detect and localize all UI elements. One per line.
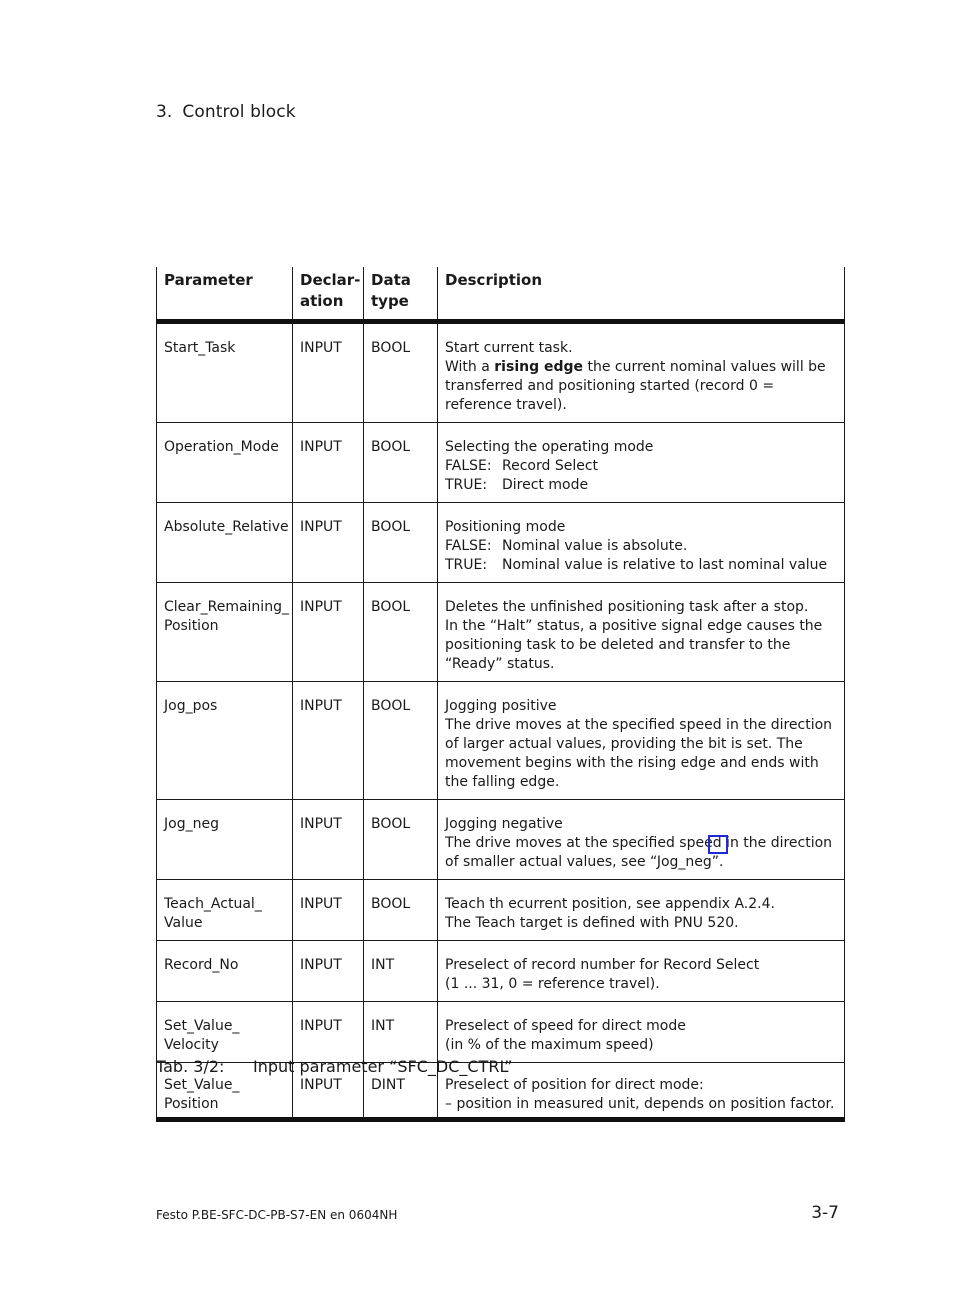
page-number: 3-7 bbox=[811, 1203, 839, 1223]
parameter-cell: Jog_pos bbox=[157, 682, 293, 800]
description-cell bbox=[438, 583, 845, 682]
column-header-data-type: Data type bbox=[364, 267, 438, 322]
description-line: Preselect of speed for direct mode bbox=[445, 1018, 686, 1034]
description-line: Start current task. bbox=[445, 340, 573, 356]
description-line: Selecting the operating mode bbox=[445, 439, 654, 455]
emphasis-rising-edge: rising edge bbox=[494, 359, 584, 375]
column-header-parameter: Parameter bbox=[157, 267, 293, 322]
description-line: Preselect of record number for Record Select bbox=[445, 957, 760, 973]
table-caption-number: Tab. 3/2: bbox=[156, 1057, 225, 1076]
table-row bbox=[157, 682, 845, 800]
description-line: FALSE: Record Select bbox=[445, 458, 599, 474]
declaration-cell: INPUT bbox=[293, 503, 364, 583]
parameter-cell: Absolute_Relative bbox=[157, 503, 293, 583]
table-row bbox=[157, 941, 845, 1002]
description-line: (in % of the maximum speed) bbox=[445, 1037, 654, 1053]
data-type-cell: INT bbox=[364, 941, 438, 1002]
table-row bbox=[157, 800, 845, 880]
chapter-heading bbox=[156, 102, 296, 122]
declaration-cell: INPUT bbox=[293, 322, 364, 423]
description-cell bbox=[438, 503, 845, 583]
description-line: Teach th ecurrent position, see appendix A.2.4. bbox=[445, 896, 775, 912]
data-type-cell: BOOL bbox=[364, 880, 438, 941]
input-parameter-table bbox=[156, 267, 845, 1122]
description-cell bbox=[438, 322, 845, 423]
description-line: Jogging negative bbox=[445, 816, 563, 832]
description-line: (1 ... 31, 0 = reference travel). bbox=[445, 976, 660, 992]
declaration-cell: INPUT bbox=[293, 682, 364, 800]
description-cell bbox=[438, 941, 845, 1002]
table-row bbox=[157, 322, 845, 423]
data-type-cell: BOOL bbox=[364, 682, 438, 800]
data-type-cell: BOOL bbox=[364, 800, 438, 880]
column-header-description: Description bbox=[438, 267, 845, 322]
data-type-cell: BOOL bbox=[364, 322, 438, 423]
text-cursor-selection-box bbox=[708, 835, 728, 854]
parameter-cell: Teach_Actual_ Value bbox=[157, 880, 293, 941]
parameter-cell: Start_Task bbox=[157, 322, 293, 423]
parameter-cell: Jog_neg bbox=[157, 800, 293, 880]
parameter-cell: Set_Value_ Position bbox=[157, 1063, 293, 1120]
description-cell bbox=[438, 800, 845, 880]
description-line: TRUE: Nominal value is relative to last nominal value bbox=[445, 557, 828, 573]
description-line: FALSE: Nominal value is absolute. bbox=[445, 538, 688, 554]
description-line: Jogging positive bbox=[445, 698, 557, 714]
description-line: Positioning mode bbox=[445, 519, 566, 535]
table-row bbox=[157, 423, 845, 503]
data-type-cell: BOOL bbox=[364, 503, 438, 583]
declaration-cell: INPUT bbox=[293, 423, 364, 503]
table-caption-text: Input parameter “SFC_DC_CTRL” bbox=[253, 1057, 513, 1076]
declaration-cell: INPUT bbox=[293, 1002, 364, 1063]
description-line: Deletes the unfinished positioning task after a stop. bbox=[445, 599, 809, 615]
description-line: The drive moves at the specified speed in the direction of larger actual values, providing the bit is set. The movement begins with the rising edge and ends with the falling edge. bbox=[445, 717, 833, 790]
footer-document-id: Festo P.BE-SFC-DC-PB-S7-EN en 0604NH bbox=[156, 1208, 398, 1222]
description-line: With a rising edge the current nominal values will be transferred and positioning started (record 0 = reference travel). bbox=[445, 359, 826, 413]
declaration-cell: INPUT bbox=[293, 1063, 364, 1120]
declaration-cell: INPUT bbox=[293, 941, 364, 1002]
table-row bbox=[157, 880, 845, 941]
description-cell bbox=[438, 880, 845, 941]
description-line: Preselect of position for direct mode: bbox=[445, 1077, 704, 1093]
column-header-declaration: Declar- ation bbox=[293, 267, 364, 322]
description-line: TRUE: Direct mode bbox=[445, 477, 589, 493]
table-header-row bbox=[157, 267, 845, 322]
data-type-cell: INT bbox=[364, 1002, 438, 1063]
parameter-cell: Set_Value_ Velocity bbox=[157, 1002, 293, 1063]
parameter-cell: Clear_Remaining_ Position bbox=[157, 583, 293, 682]
data-type-cell: BOOL bbox=[364, 423, 438, 503]
chapter-number: 3. bbox=[156, 102, 173, 122]
data-type-cell: BOOL bbox=[364, 583, 438, 682]
parameter-cell: Record_No bbox=[157, 941, 293, 1002]
description-cell bbox=[438, 1002, 845, 1063]
declaration-cell: INPUT bbox=[293, 800, 364, 880]
description-line: – position in measured unit, depends on position factor. bbox=[445, 1096, 835, 1112]
description-line: In the “Halt” status, a positive signal edge causes the positioning task to be deleted and transfer to the “Ready” status. bbox=[445, 618, 823, 672]
description-line: The drive moves at the specified speed in the direction of smaller actual values, see “Jog_neg”. bbox=[445, 835, 833, 870]
description-cell bbox=[438, 423, 845, 503]
description-line: The Teach target is defined with PNU 520. bbox=[445, 915, 739, 931]
table-row bbox=[157, 1002, 845, 1063]
chapter-title: Control block bbox=[182, 102, 296, 122]
parameter-cell: Operation_Mode bbox=[157, 423, 293, 503]
table-row bbox=[157, 503, 845, 583]
declaration-cell: INPUT bbox=[293, 880, 364, 941]
table-row bbox=[157, 583, 845, 682]
table-caption bbox=[156, 1057, 512, 1076]
data-type-cell: DINT bbox=[364, 1063, 438, 1120]
description-cell bbox=[438, 682, 845, 800]
declaration-cell: INPUT bbox=[293, 583, 364, 682]
